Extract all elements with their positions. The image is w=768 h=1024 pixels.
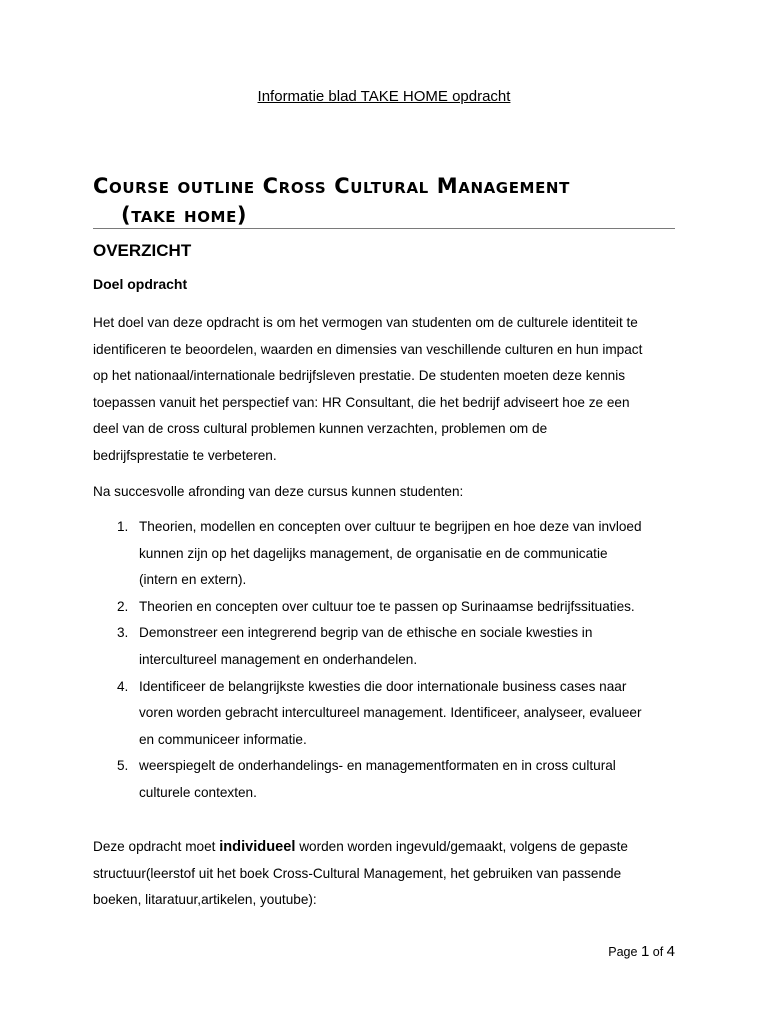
list-line: Demonstreer een integrerend begrip van de ethische en sociale kwesties in — [139, 625, 593, 641]
list-number: 4. — [117, 678, 129, 694]
paragraph-line: deel van de cross cultural problemen kunnen verzachten, problemen om de — [93, 421, 548, 437]
text-run: worden worden ingevuld/gemaakt, volgens de gepaste — [295, 839, 628, 854]
subheading-doel-opdracht: Doel opdracht — [93, 276, 188, 292]
list-line: Theorien en concepten over cultuur toe te passen op Surinaamse bedrijfssituaties. — [139, 598, 635, 614]
paragraph-line — [93, 834, 683, 861]
page-footer — [608, 943, 675, 960]
paragraph-line: toepassen vanuit het perspectief van: HR Consultant, die het bedrijf adviseert hoe ze een — [93, 394, 630, 410]
emphasis-individueel: individueel — [219, 839, 296, 855]
learning-outcomes-list — [93, 514, 683, 807]
course-title-line2: (take home) — [121, 203, 248, 227]
title-divider — [93, 228, 675, 229]
paragraph-line: op het nationaal/internationale bedrijfsleven prestatie. De studenten moeten deze kennis — [93, 368, 626, 384]
info-title: Informatie blad TAKE HOME opdracht — [257, 88, 511, 105]
list-line: culturele contexten. — [139, 784, 257, 800]
paragraph-doel — [93, 310, 683, 470]
list-number: 5. — [117, 758, 129, 774]
of-word: of — [649, 945, 667, 959]
list-item — [93, 753, 683, 806]
paragraph-individueel — [93, 834, 683, 914]
paragraph-line: identificeren te beoordelen, waarden en dimensies van veschillende culturen en hun impact — [93, 341, 643, 357]
list-item — [93, 594, 683, 621]
list-line: Theorien, modellen en concepten over cultuur te begrijpen en hoe deze van invloed — [139, 519, 642, 534]
list-line: voren worden gebracht intercultureel management. Identificeer, analyseer, evalueer — [139, 705, 642, 721]
current-page-number: 1 — [640, 943, 650, 960]
page-word: Page — [608, 945, 641, 959]
list-item — [93, 620, 683, 673]
list-line: weerspiegelt de onderhandelings- en managementformaten en in cross cultural — [139, 758, 616, 774]
text-run: Deze opdracht moet — [93, 839, 220, 854]
list-item — [93, 514, 683, 594]
list-number: 3. — [117, 625, 129, 641]
paragraph-line: Het doel van deze opdracht is om het vermogen van studenten om de culturele identiteit te — [93, 315, 638, 330]
list-line: en communiceer informatie. — [139, 731, 307, 747]
paragraph-line: bedrijfsprestatie te verbeteren. — [93, 447, 277, 463]
course-title — [93, 172, 675, 230]
total-pages-number: 4 — [666, 943, 675, 960]
paragraph-afronding: Na succesvolle afronding van deze cursus kunnen studenten: — [93, 484, 464, 499]
section-heading-overzicht: OVERZICHT — [93, 241, 192, 260]
list-item — [93, 674, 683, 754]
course-title-line1: Course outline Cross Cultural Management — [93, 174, 570, 198]
list-line: intercultureel management en onderhandelen. — [139, 651, 418, 667]
list-number: 1. — [117, 519, 129, 534]
list-number: 2. — [117, 598, 129, 614]
list-line: kunnen zijn op het dagelijks management, de organisatie en de communicatie — [139, 545, 608, 561]
paragraph-line: structuur(leerstof uit het boek Cross-Cultural Management, het gebruiken van passende — [93, 865, 622, 881]
paragraph-line: boeken, litaratuur,artikelen, youtube): — [93, 892, 317, 908]
list-line: Identificeer de belangrijkste kwesties die door internationale business cases naar — [139, 678, 627, 694]
list-line: (intern en extern). — [139, 572, 247, 588]
